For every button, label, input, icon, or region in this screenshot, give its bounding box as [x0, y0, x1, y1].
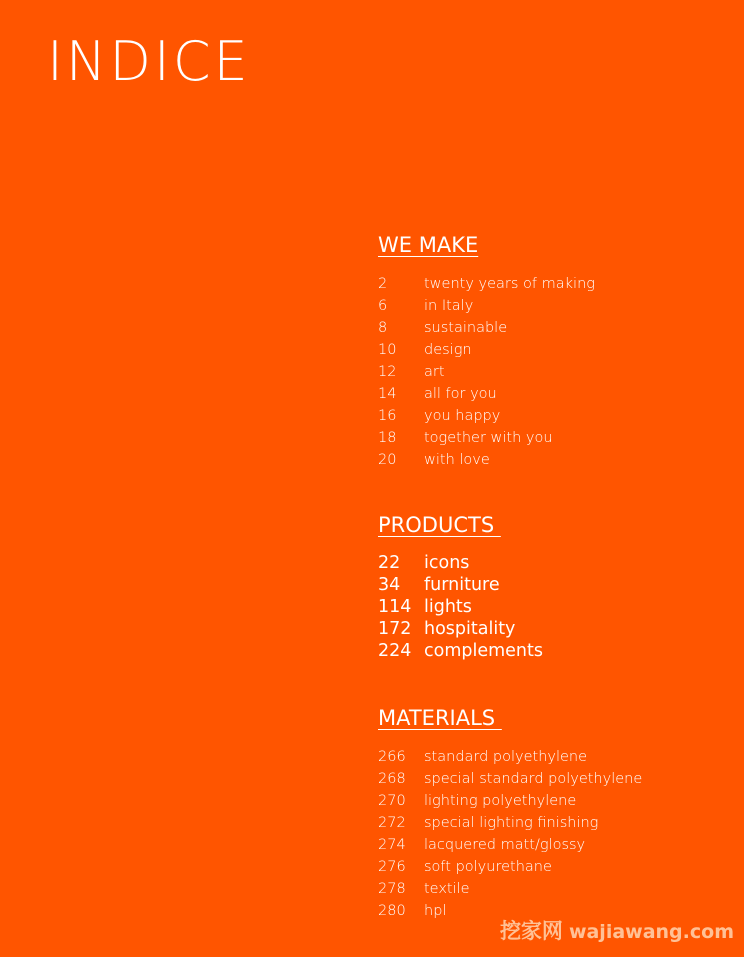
page-number: 22	[378, 553, 401, 573]
entry-label: lacquered matt/glossy	[424, 837, 586, 853]
section-heading-materials: MATERIALS	[378, 706, 502, 730]
page-number: 2	[378, 276, 388, 292]
entry-label: lights	[424, 597, 472, 617]
page-number: 34	[378, 575, 401, 595]
index-entry[interactable]	[378, 856, 718, 878]
page-number: 266	[378, 749, 406, 765]
index-entry[interactable]	[378, 746, 718, 768]
index-entry[interactable]	[378, 339, 718, 361]
entry-label: icons	[424, 553, 470, 573]
entry-label: twenty years of making	[424, 276, 595, 292]
entry-label: you happy	[424, 408, 501, 424]
page-number: 270	[378, 793, 406, 809]
entry-label: design	[424, 342, 472, 358]
index-entry[interactable]	[378, 878, 718, 900]
page-number: 114	[378, 597, 412, 617]
page-number: 10	[378, 342, 397, 358]
entry-label: textile	[424, 881, 470, 897]
index-entry[interactable]	[378, 361, 718, 383]
entry-list-materials	[378, 746, 718, 922]
page-number: 6	[378, 298, 388, 314]
entry-list-we-make	[378, 273, 718, 471]
entry-label: furniture	[424, 575, 500, 595]
entry-label: hpl	[424, 903, 447, 919]
index-entry[interactable]	[378, 552, 718, 574]
page-number: 280	[378, 903, 406, 919]
section-products	[378, 512, 718, 662]
page-number: 14	[378, 386, 397, 402]
section-we-make	[378, 232, 718, 471]
index-entry[interactable]	[378, 449, 718, 471]
entry-label: together with you	[424, 430, 553, 446]
entry-label: lighting polyethylene	[424, 793, 577, 809]
page-number: 274	[378, 837, 406, 853]
page-number: 16	[378, 408, 397, 424]
watermark	[500, 915, 734, 945]
entry-label: complements	[424, 641, 543, 661]
index-entry[interactable]	[378, 317, 718, 339]
entry-label: special lighting finishing	[424, 815, 599, 831]
index-entry[interactable]	[378, 768, 718, 790]
entry-label: with love	[424, 452, 490, 468]
index-entry[interactable]	[378, 618, 718, 640]
page-number: 276	[378, 859, 406, 875]
entry-label: art	[424, 364, 445, 380]
page-number: 172	[378, 619, 412, 639]
index-entry[interactable]	[378, 596, 718, 618]
entry-label: sustainable	[424, 320, 508, 336]
page-number: 8	[378, 320, 388, 336]
watermark-site-text: wajiawang.com	[568, 921, 734, 943]
index-entry[interactable]	[378, 405, 718, 427]
watermark-chinese-text: 挖家网	[499, 919, 563, 943]
section-heading-we-make: WE MAKE	[378, 233, 479, 257]
index-entry[interactable]	[378, 640, 718, 662]
page-number: 18	[378, 430, 397, 446]
index-entry[interactable]	[378, 383, 718, 405]
section-materials	[378, 705, 718, 922]
index-entry[interactable]	[378, 574, 718, 596]
section-heading-products: PRODUCTS	[378, 513, 501, 537]
entry-list-products	[378, 552, 718, 662]
page-number: 268	[378, 771, 406, 787]
entry-label: in Italy	[424, 298, 474, 314]
entry-label: special standard polyethylene	[424, 771, 643, 787]
entry-label: standard polyethylene	[424, 749, 588, 765]
page-number: 224	[378, 641, 412, 661]
entry-label: hospitality	[424, 619, 516, 639]
index-entry[interactable]	[378, 295, 718, 317]
index-entry[interactable]	[378, 273, 718, 295]
index-entry[interactable]	[378, 427, 718, 449]
index-entry[interactable]	[378, 812, 718, 834]
entry-label: all for you	[424, 386, 497, 402]
index-entry[interactable]	[378, 834, 718, 856]
index-entry[interactable]	[378, 790, 718, 812]
page-number: 12	[378, 364, 397, 380]
page-number: 278	[378, 881, 406, 897]
page-number: 272	[378, 815, 406, 831]
page-number: 20	[378, 452, 397, 468]
page-title: INDICE	[47, 30, 251, 93]
entry-label: soft polyurethane	[424, 859, 552, 875]
